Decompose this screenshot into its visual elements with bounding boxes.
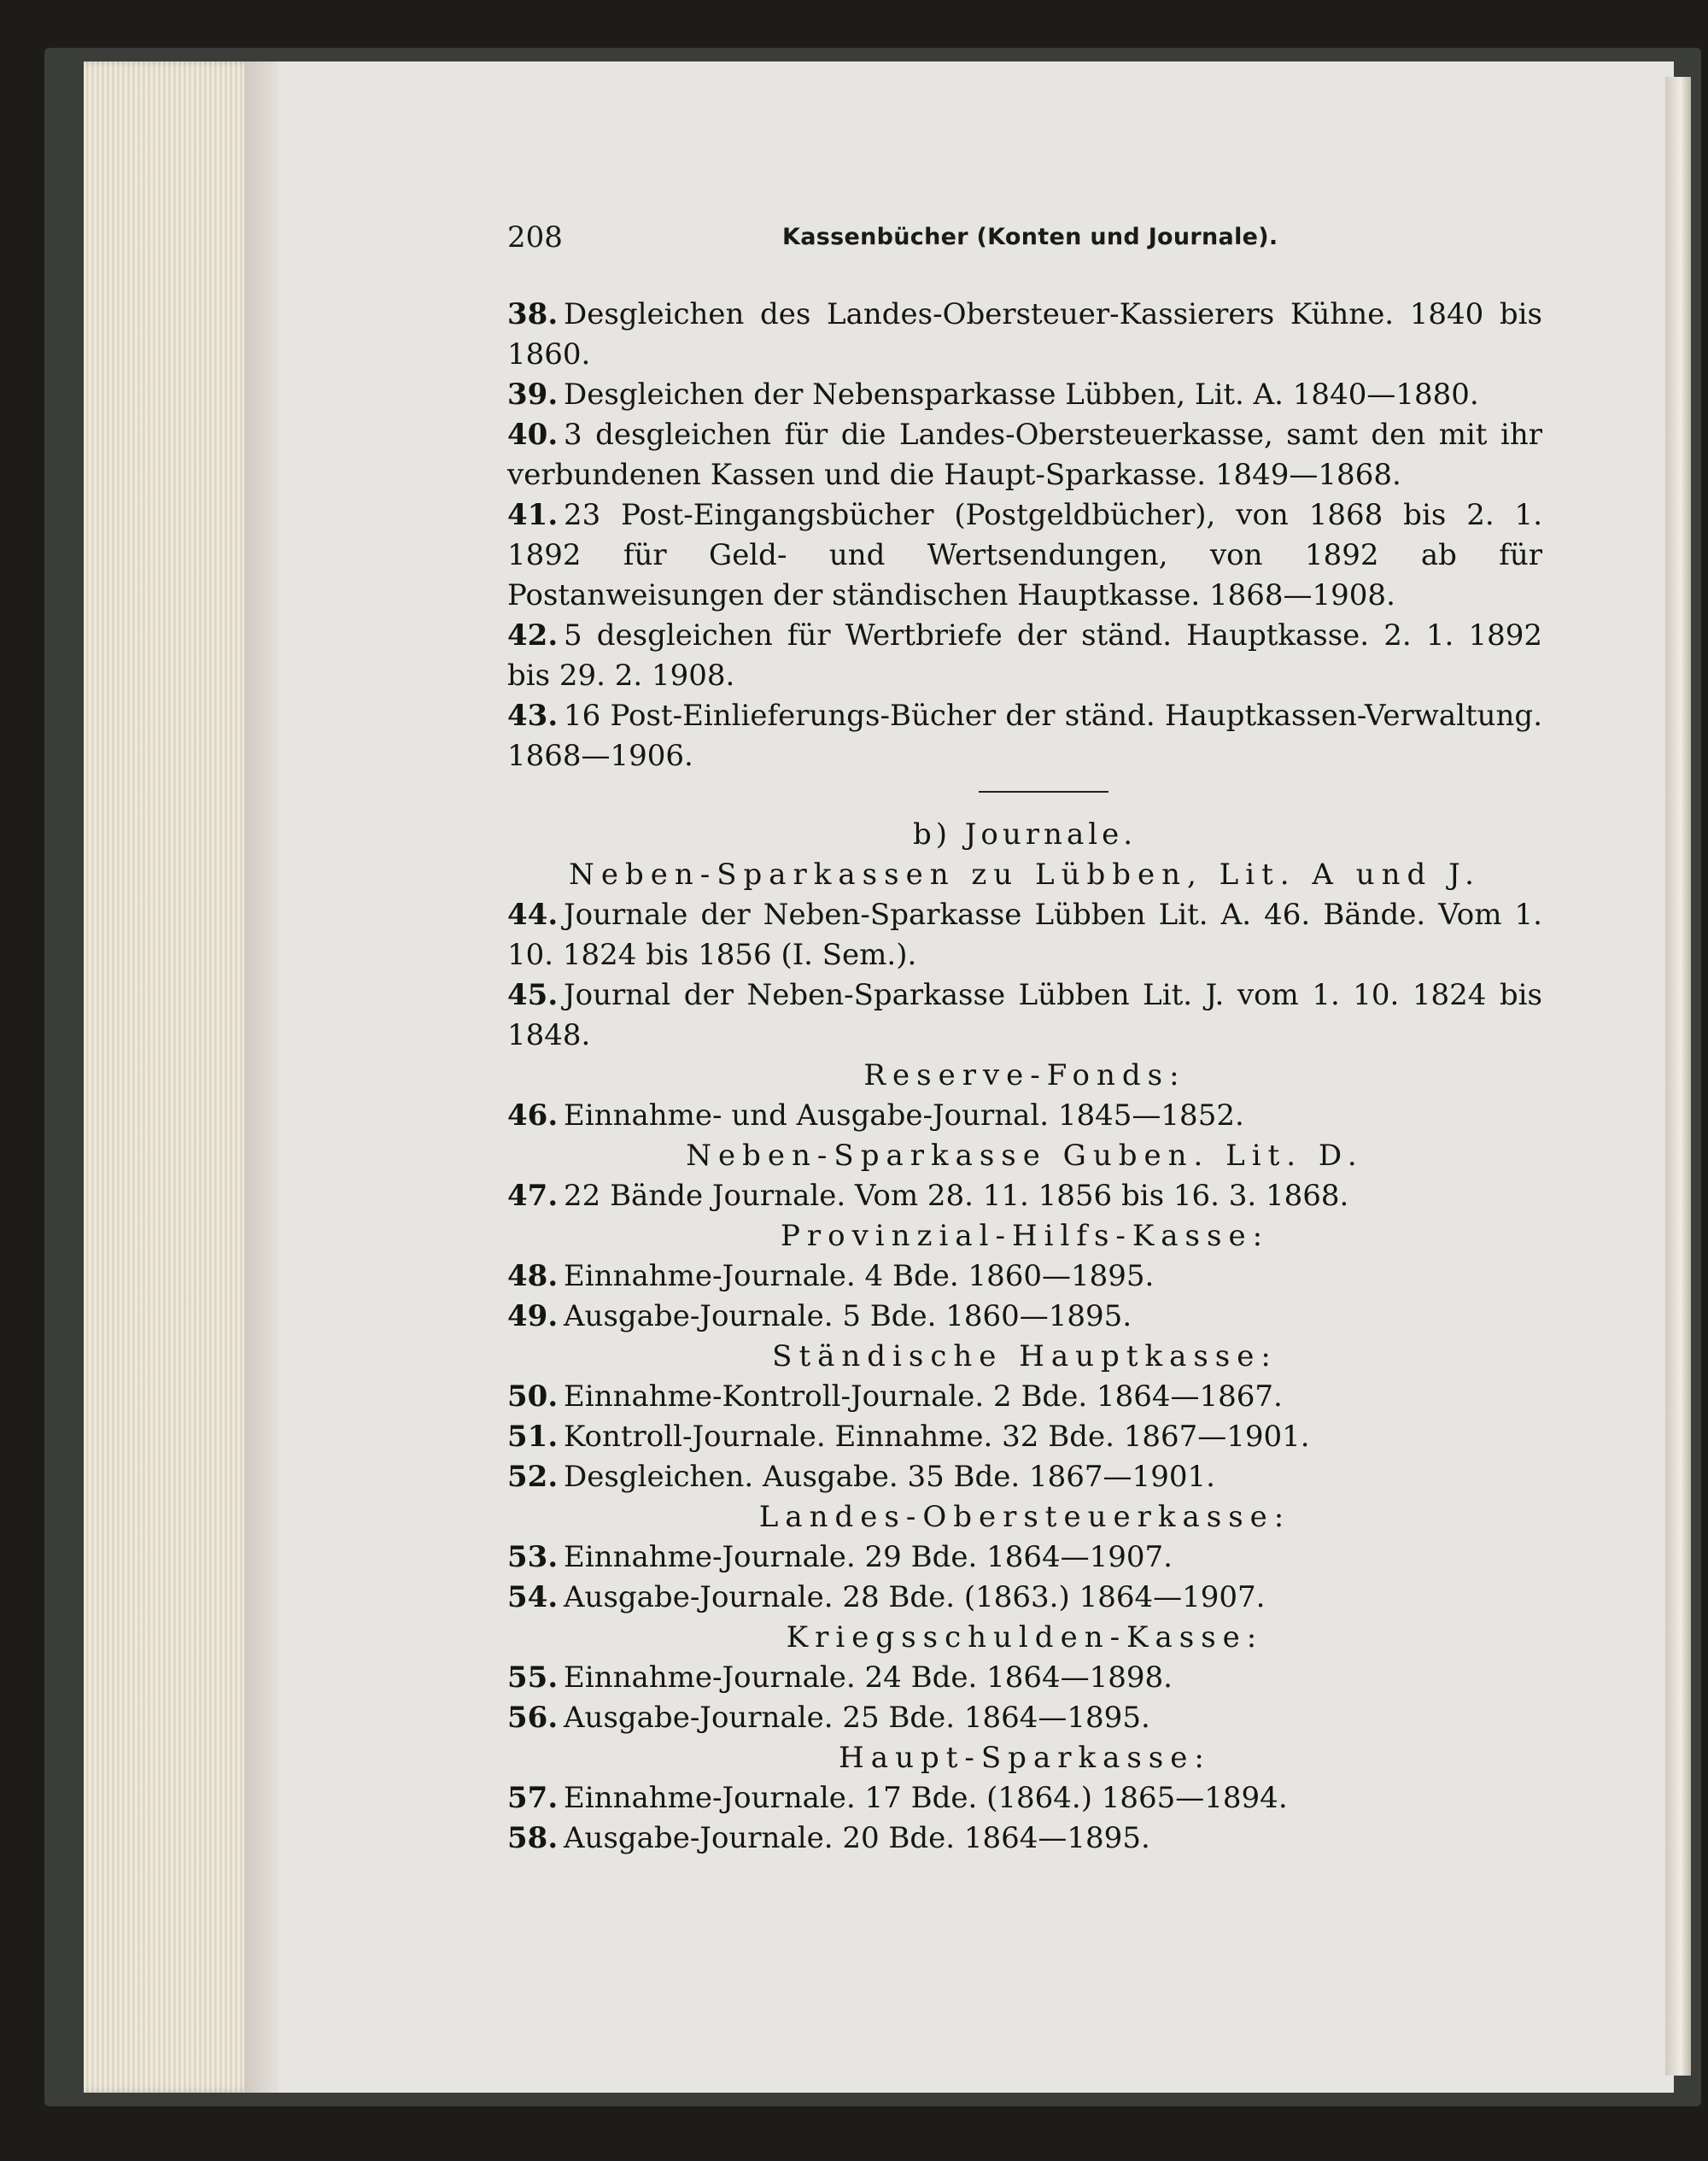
entry-text: Ausgabe-Journale. 28 Bde. (1863.) 1864—1907. xyxy=(564,1580,1266,1614)
catalog-entry xyxy=(507,1457,1542,1497)
catalog-entry xyxy=(507,1578,1542,1618)
group-title: Neben-Sparkasse Guben. Lit. D. xyxy=(686,1139,1364,1173)
entry-text: Journal der Neben-Sparkasse Lübben Lit. J. vom 1. 10. 1824 bis 1848. xyxy=(507,978,1542,1052)
entry-text: Einnahme-Journale. 17 Bde. (1864.) 1865—1894. xyxy=(564,1781,1288,1815)
catalog-entry xyxy=(507,975,1542,1056)
page-edges xyxy=(84,61,263,2093)
group-title: Kriegsschulden-Kasse: xyxy=(786,1620,1264,1654)
journal-groups xyxy=(507,855,1542,1859)
catalog-entry xyxy=(507,1176,1542,1216)
catalog-entry xyxy=(507,295,1542,375)
section-divider xyxy=(979,791,1108,793)
entry-number: 55. xyxy=(507,1660,559,1695)
entry-number: 46. xyxy=(507,1098,559,1133)
text-block xyxy=(507,295,1542,1859)
entry-text: Ausgabe-Journale. 5 Bde. 1860—1895. xyxy=(564,1299,1132,1333)
entry-text: 22 Bände Journale. Vom 28. 11. 1856 bis 16. 3. 1868. xyxy=(564,1179,1349,1213)
entry-text: Journale der Neben-Sparkasse Lübben Lit. A. 46. Bände. Vom 1. 10. 1824 bis 1856 (I. Sem.). xyxy=(507,898,1542,972)
entry-text: Einnahme-Journale. 24 Bde. 1864—1898. xyxy=(564,1660,1173,1695)
group-title: Neben-Sparkassen zu Lübben, Lit. A und J. xyxy=(569,858,1481,892)
running-head xyxy=(507,220,1541,258)
entry-text: Einnahme-Journale. 4 Bde. 1860—1895. xyxy=(564,1259,1155,1293)
catalog-entry xyxy=(507,1297,1542,1337)
entry-text: 5 desgleichen für Wertbriefe der ständ. Hauptkasse. 2. 1. 1892 bis 29. 2. 1908. xyxy=(507,618,1542,693)
entry-text: Einnahme-Kontroll-Journale. 2 Bde. 1864—1867. xyxy=(564,1379,1283,1414)
right-page-edge xyxy=(1665,77,1691,2076)
entry-number: 38. xyxy=(507,297,559,331)
entries-list-a xyxy=(507,295,1542,776)
catalog-entry xyxy=(507,1537,1542,1578)
entry-text: 23 Post-Eingangsbücher (Postgeldbücher), von 1868 bis 2. 1. 1892 für Geld- und Wertsendungen, von 1892 ab für Postanweisungen der ständischen Hauptkasse. 1868—1908. xyxy=(507,498,1542,612)
entry-text: 3 desgleichen für die Landes-Obersteuerkasse, samt den mit ihr verbundenen Kassen und die Haupt-Sparkasse. 1849—1868. xyxy=(507,418,1542,492)
entry-number: 49. xyxy=(507,1299,559,1333)
entry-number: 48. xyxy=(507,1259,559,1293)
entry-text: Desgleichen der Nebensparkasse Lübben, Lit. A. 1840—1880. xyxy=(564,378,1479,412)
group-title: Reserve-Fonds: xyxy=(863,1058,1186,1092)
entry-text: Kontroll-Journale. Einnahme. 32 Bde. 1867—1901. xyxy=(564,1420,1310,1454)
entry-number: 52. xyxy=(507,1460,559,1494)
entry-number: 58. xyxy=(507,1821,559,1855)
catalog-entry xyxy=(507,1778,1542,1818)
catalog-entry xyxy=(507,1377,1542,1417)
entry-number: 39. xyxy=(507,378,559,412)
catalog-entry xyxy=(507,375,1542,415)
entry-text: Einnahme-Journale. 29 Bde. 1864—1907. xyxy=(564,1540,1173,1574)
catalog-entry xyxy=(507,495,1542,616)
catalog-entry xyxy=(507,415,1542,495)
entry-text: 16 Post-Einlieferungs-Bücher der ständ. Hauptkassen-Verwaltung. 1868—1906. xyxy=(507,699,1542,773)
catalog-entry xyxy=(507,1096,1542,1136)
entry-number: 47. xyxy=(507,1179,559,1213)
entry-number: 56. xyxy=(507,1701,559,1735)
section-heading: b) Journale. xyxy=(912,817,1138,852)
catalog-entry xyxy=(507,1698,1542,1738)
entry-number: 50. xyxy=(507,1379,559,1414)
entry-number: 51. xyxy=(507,1420,559,1454)
entry-text: Ausgabe-Journale. 25 Bde. 1864—1895. xyxy=(564,1701,1150,1735)
page-number: 208 xyxy=(507,220,563,255)
group-title: Landes-Obersteuerkasse: xyxy=(758,1500,1291,1534)
entry-text: Desgleichen des Landes-Obersteuer-Kassierers Kühne. 1840 bis 1860. xyxy=(507,297,1542,372)
entry-number: 53. xyxy=(507,1540,559,1574)
entry-number: 44. xyxy=(507,898,559,932)
group-title: Provinzial-Hilfs-Kasse: xyxy=(780,1219,1270,1253)
entry-number: 43. xyxy=(507,699,559,733)
catalog-entry xyxy=(507,1658,1542,1698)
catalog-entry xyxy=(507,1818,1542,1859)
catalog-entry xyxy=(507,1417,1542,1457)
group-title: Ständische Hauptkasse: xyxy=(772,1339,1278,1373)
entry-number: 42. xyxy=(507,618,559,653)
entry-number: 40. xyxy=(507,418,559,452)
catalog-entry xyxy=(507,696,1542,776)
catalog-entry xyxy=(507,1256,1542,1297)
entry-number: 54. xyxy=(507,1580,559,1614)
entry-text: Einnahme- und Ausgabe-Journal. 1845—1852. xyxy=(564,1098,1244,1133)
entry-text: Ausgabe-Journale. 20 Bde. 1864—1895. xyxy=(564,1821,1150,1855)
running-title: Kassenbücher (Konten und Journale). xyxy=(782,224,1278,250)
entry-number: 57. xyxy=(507,1781,559,1815)
catalog-entry xyxy=(507,895,1542,975)
entry-text: Desgleichen. Ausgabe. 35 Bde. 1867—1901. xyxy=(564,1460,1215,1494)
page-gutter xyxy=(244,61,278,2093)
entry-number: 41. xyxy=(507,498,559,532)
catalog-entry xyxy=(507,616,1542,696)
group-title: Haupt-Sparkasse: xyxy=(839,1741,1211,1775)
entry-number: 45. xyxy=(507,978,559,1012)
